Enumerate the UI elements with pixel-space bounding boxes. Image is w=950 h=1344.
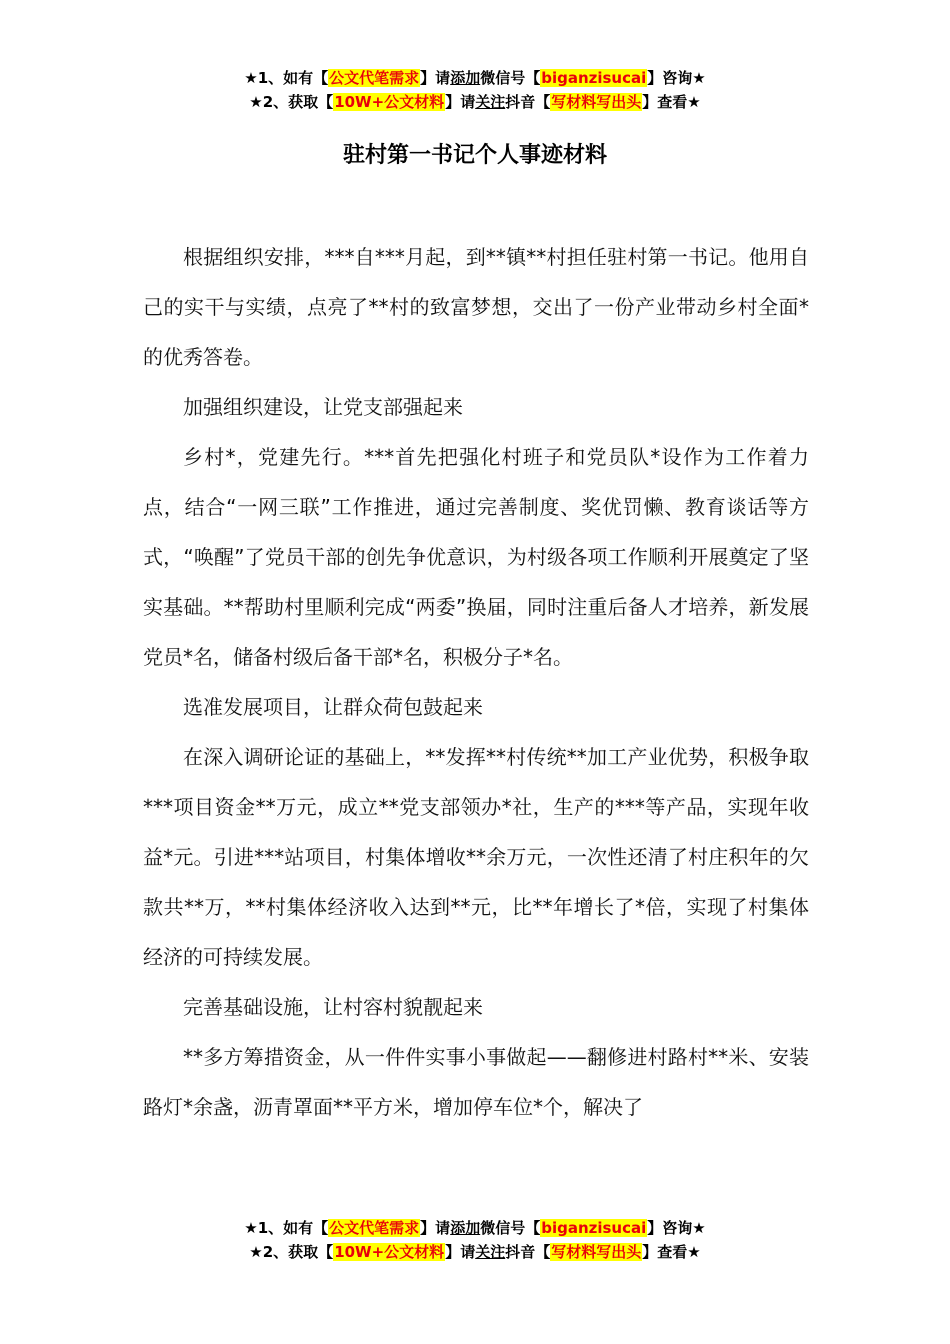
- promo-line-2: [0, 1240, 950, 1264]
- header-promo-banner: [0, 66, 950, 114]
- promo-text: 抖音【: [505, 1243, 551, 1261]
- promo-highlight-service: 公文代笔需求: [329, 1219, 420, 1237]
- promo-text: 】查看★: [642, 93, 701, 111]
- document-body: [143, 232, 809, 1132]
- section-heading-organization: 加强组织建设，让党支部强起来: [183, 395, 463, 419]
- promo-text: ★1、如有【: [244, 69, 329, 87]
- promo-text: 】请: [445, 93, 476, 111]
- promo-highlight-douyin: 写材料写出头: [551, 1243, 642, 1261]
- promo-line-1: [0, 1216, 950, 1240]
- promo-underlined-text: 关注: [475, 1243, 506, 1261]
- promo-text: 】咨询★: [647, 1219, 706, 1237]
- paragraph-intro: 根据组织安排，***自***月起，到**镇**村担任驻村第一书记。他用自己的实干与实绩，点亮了**村的致富梦想，交出了一份产业带动乡村全面*的优秀答卷。: [143, 245, 809, 369]
- promo-text: 微信号【: [480, 69, 541, 87]
- promo-text: 】查看★: [642, 1243, 701, 1261]
- promo-text: 】请: [420, 69, 451, 87]
- promo-underlined-text: 添加: [450, 1219, 481, 1237]
- promo-text: 】请: [420, 1219, 451, 1237]
- promo-text: ★1、如有【: [244, 1219, 329, 1237]
- promo-underlined-text: 关注: [475, 93, 506, 111]
- promo-text: ★2、获取【: [249, 93, 334, 111]
- promo-text: 】请: [445, 1243, 476, 1261]
- document-title: 驻村第一书记个人事迹材料: [342, 143, 607, 168]
- promo-line-1: [0, 66, 950, 90]
- paragraph-projects: 在深入调研论证的基础上，**发挥**村传统**加工产业优势，积极争取***项目资金**万元，成立**党支部领办*社，生产的***等产品，实现年收益*元。引进***站项目，村集体增收**余万元，一次性还清了村庄积年的欠款共**万，**村集体经济收入达到**元，比**年增长了*倍，实现了村集体经济的可持续发展。: [143, 745, 809, 969]
- footer-promo-banner: [0, 1216, 950, 1264]
- promo-highlight-wechat-id: biganzisucai: [541, 69, 647, 87]
- promo-highlight-service: 公文代笔需求: [329, 69, 420, 87]
- promo-highlight-materials: 10W+公文材料: [334, 1243, 445, 1261]
- paragraph-infrastructure: **多方筹措资金，从一件件实事小事做起——翻修进村路村**米、安装路灯*余盏，沥青罩面**平方米，增加停车位*个，解决了: [143, 1045, 809, 1119]
- promo-text: 微信号【: [480, 1219, 541, 1237]
- promo-highlight-douyin: 写材料写出头: [551, 93, 642, 111]
- promo-underlined-text: 添加: [450, 69, 481, 87]
- section-heading-projects: 选准发展项目，让群众荷包鼓起来: [183, 695, 483, 719]
- promo-line-2: [0, 90, 950, 114]
- promo-text: 】咨询★: [647, 69, 706, 87]
- promo-highlight-materials: 10W+公文材料: [334, 93, 445, 111]
- promo-highlight-wechat-id: biganzisucai: [541, 1219, 647, 1237]
- section-heading-infrastructure: 完善基础设施，让村容村貌靓起来: [183, 995, 483, 1019]
- paragraph-organization: 乡村*，党建先行。***首先把强化村班子和党员队*设作为工作着力点，结合“一网三联”工作推进，通过完善制度、奖优罚懒、教育谈话等方式，“唤醒”了党员干部的创先争优意识，为村级各项工作顺利开展奠定了坚实基础。**帮助村里顺利完成“两委”换届，同时注重后备人才培养，新发展党员*名，储备村级后备干部*名，积极分子*名。: [143, 445, 809, 669]
- promo-text: ★2、获取【: [249, 1243, 334, 1261]
- promo-text: 抖音【: [505, 93, 551, 111]
